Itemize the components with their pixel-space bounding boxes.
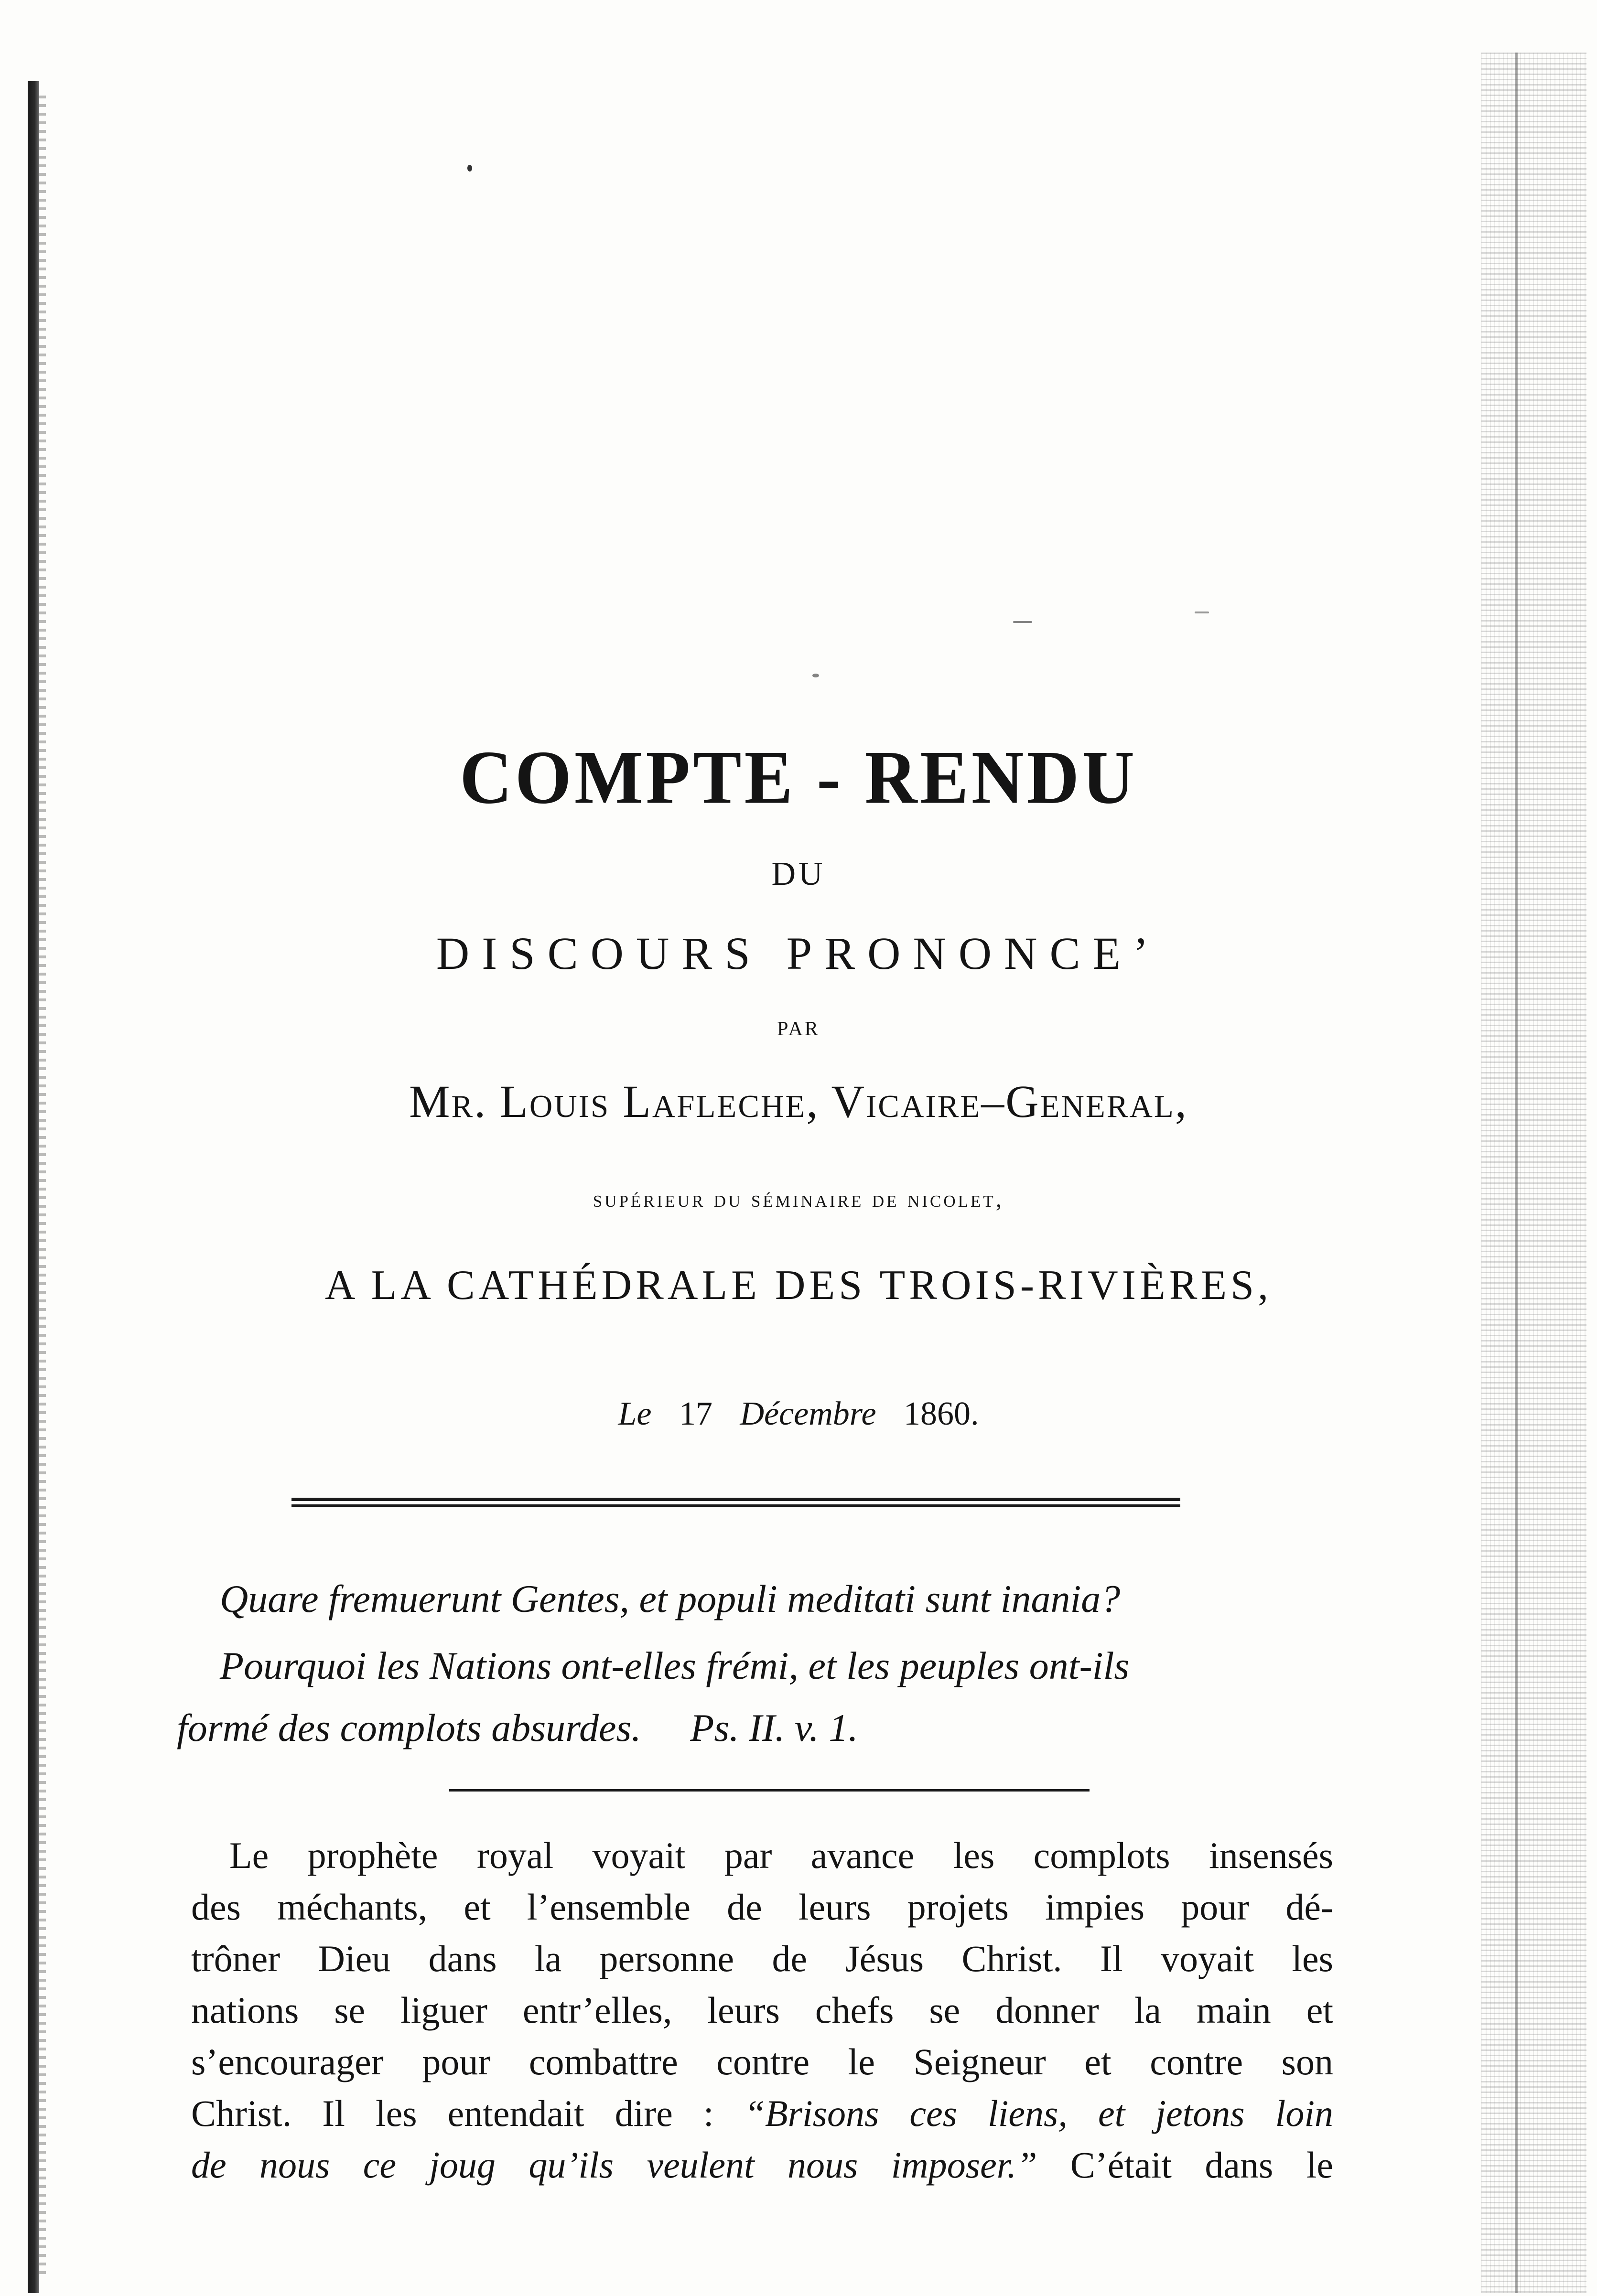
document-title: COMPTE - RENDU: [459, 735, 1138, 820]
epigraph-french-line2: [177, 1706, 1333, 1750]
single-rule-divider: [449, 1789, 1090, 1792]
body-line: [191, 2088, 1333, 2139]
date-line: [0, 1395, 1597, 1433]
epigraph-french-end: formé des complots absurdes.: [177, 1706, 641, 1749]
page-edge-right-line: [1515, 53, 1518, 2293]
body-line: s’encourager pour combattre contre le Seigneur et contre son: [191, 2041, 1333, 2082]
scan-speck: [1013, 621, 1032, 623]
title-connector-du: DU: [771, 856, 826, 892]
author-line: Mr. Louis Lafleche, Vicaire–General,: [409, 1076, 1188, 1127]
scan-speck: [467, 165, 472, 172]
date-year: 1860.: [904, 1395, 979, 1432]
scan-speck: [812, 674, 819, 677]
body-paragraph: [191, 1830, 1333, 2191]
author-position: supérieur du séminaire de nicolet,: [593, 1185, 1004, 1212]
body-line: [191, 2139, 1333, 2191]
body-quote: “Brisons ces liens, et jetons loin: [744, 2092, 1334, 2134]
epigraph-latin: Quare fremuerunt Gentes, et populi meditati sunt inania?: [220, 1577, 1121, 1620]
epigraph-french-line1: Pourquoi les Nations ont-elles frémi, et les peuples ont-ils: [220, 1644, 1130, 1687]
body-line: des méchants, et l’ensemble de leurs projets impies pour dé-: [191, 1886, 1333, 1928]
scan-speck: [1195, 612, 1209, 613]
location-line: A LA CATHÉDRALE DES TROIS-RIVIÈRES,: [324, 1262, 1273, 1309]
date-day: 17: [679, 1395, 712, 1432]
epigraph-reference: Ps. II. v. 1.: [690, 1706, 858, 1749]
body-text-segment: Christ. Il les entendait dire :: [191, 2092, 714, 2134]
date-month: Décembre: [740, 1395, 876, 1432]
title-connector-par: PAR: [777, 1018, 820, 1040]
double-rule-divider: [291, 1498, 1180, 1508]
page-edge-right: [1481, 53, 1586, 2293]
body-text-segment: C’était dans le: [1070, 2144, 1333, 2186]
date-le: Le: [618, 1395, 652, 1432]
body-line: nations se liguer entr’elles, leurs chefs se donner la main et: [191, 1989, 1333, 2031]
document-subtitle: DISCOURS PRONONCE’: [436, 928, 1161, 979]
body-quote: de nous ce joug qu’ils veulent nous imposer.”: [191, 2144, 1037, 2186]
body-line: trôner Dieu dans la personne de Jésus Christ. Il voyait les: [191, 1938, 1333, 1979]
body-line: Le prophète royal voyait par avance les complots insensés: [229, 1835, 1333, 1876]
